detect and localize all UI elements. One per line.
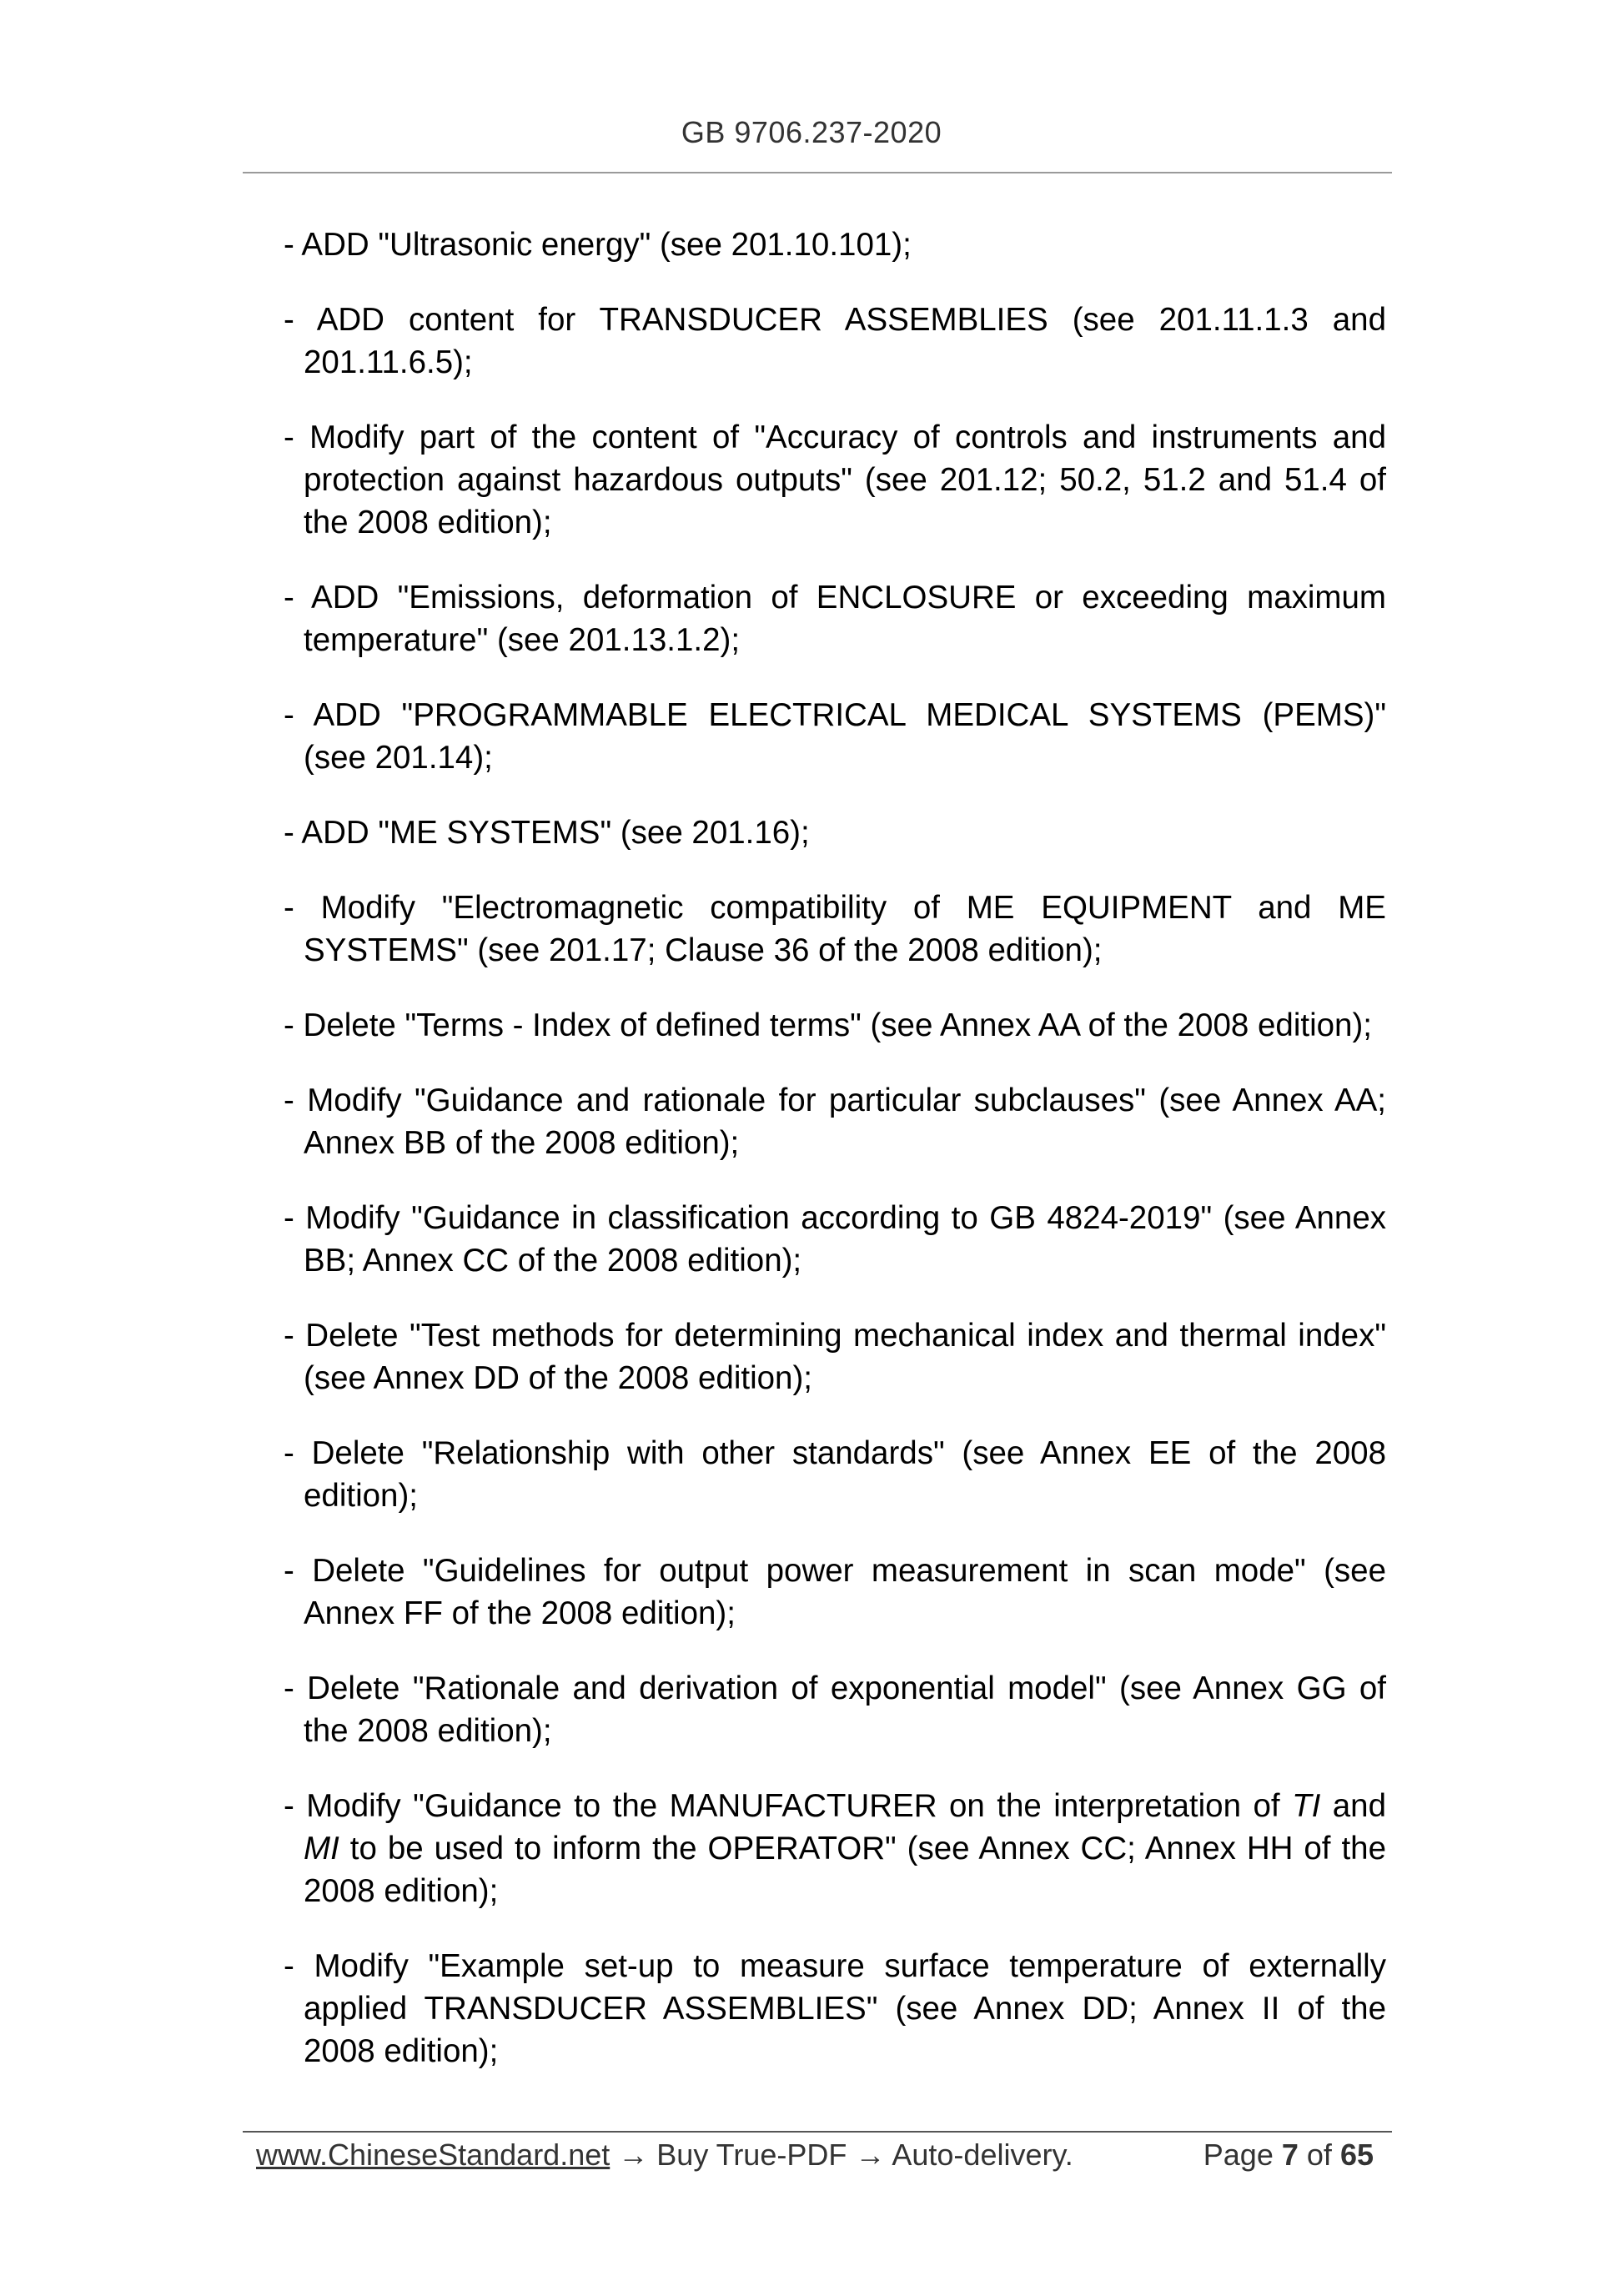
website-link[interactable]: www.ChineseStandard.net [256,2138,611,2172]
arrow-right-icon: → [855,2138,886,2172]
list-item: - ADD "ME SYSTEMS" (see 201.16); [284,815,810,851]
list-item-text: - Modify "Guidance to the MANUFACTURER on the interpretation of [284,1788,1293,1824]
total-pages: 65 [1339,2138,1374,2172]
list-item: - Delete "Relationship with other standards" (see Annex EE of the 2008 edition); [284,1435,1386,1514]
arrow-right-icon: → [618,2138,649,2172]
list-item: - Modify part of the content of "Accuracy of controls and instruments and protection against hazardous outputs" (see 201.12; 50.2, 51.2 and 51.4 of the 2008 edition); [284,420,1386,540]
list-item: - Modify "Electromagnetic compatibility of ME EQUIPMENT and ME SYSTEMS" (see 201.17; Clause 36 of the 2008 edition); [284,890,1386,968]
of-label: of [1306,2138,1332,2172]
list-item: - Modify "Guidance in classification according to GB 4824-2019" (see Annex BB; Annex CC of the 2008 edition); [284,1200,1386,1279]
list-item: - Modify "Example set-up to measure surface temperature of externally applied TRANSDUCER ASSEMBLIES" (see Annex DD; Annex II of the 2008 edition); [284,1948,1386,2069]
document-header-title: GB 9706.237-2020 [681,115,942,149]
list-item-text: and [1320,1788,1386,1824]
list-item-text: to be used to inform the OPERATOR" (see Annex CC; Annex HH of the 2008 edition); [304,1831,1386,1909]
page-label: Page [1203,2138,1274,2172]
ti-abbreviation: TI [1292,1788,1321,1824]
list-item: - ADD "Emissions, deformation of ENCLOSURE or exceeding maximum temperature" (see 201.13.1.2); [284,580,1386,658]
page-number: 7 [1281,2138,1299,2172]
change-list [284,224,1386,2105]
list-item: - Delete "Guidelines for output power measurement in scan mode" (see Annex FF of the 2008 edition); [284,1553,1386,1631]
list-item: - Delete "Terms - Index of defined terms" (see Annex AA of the 2008 edition); [284,1007,1372,1043]
list-item: - Delete "Test methods for determining mechanical index and thermal index" (see Annex DD of the 2008 edition); [284,1318,1386,1396]
list-item: - ADD "PROGRAMMABLE ELECTRICAL MEDICAL SYSTEMS (PEMS)" (see 201.14); [284,697,1386,776]
list-item: - Delete "Rationale and derivation of exponential model" (see Annex GG of the 2008 edition); [284,1671,1386,1749]
list-item: - Modify "Guidance and rationale for particular subclauses" (see Annex AA; Annex BB of the 2008 edition); [284,1083,1386,1161]
page-indicator [1203,2132,1374,2178]
list-item [284,1785,1386,1912]
page-footer [256,2132,1374,2178]
list-item: - ADD "Ultrasonic energy" (see 201.10.101); [284,227,912,263]
header-divider [243,172,1392,173]
auto-delivery-text: Auto-delivery. [892,2138,1073,2172]
buy-pdf-text: Buy True-PDF [656,2138,847,2172]
list-item: - ADD content for TRANSDUCER ASSEMBLIES (see 201.11.1.3 and 201.11.6.5); [284,302,1386,380]
mi-abbreviation: MI [304,1831,339,1866]
footer-promo [256,2132,1073,2178]
